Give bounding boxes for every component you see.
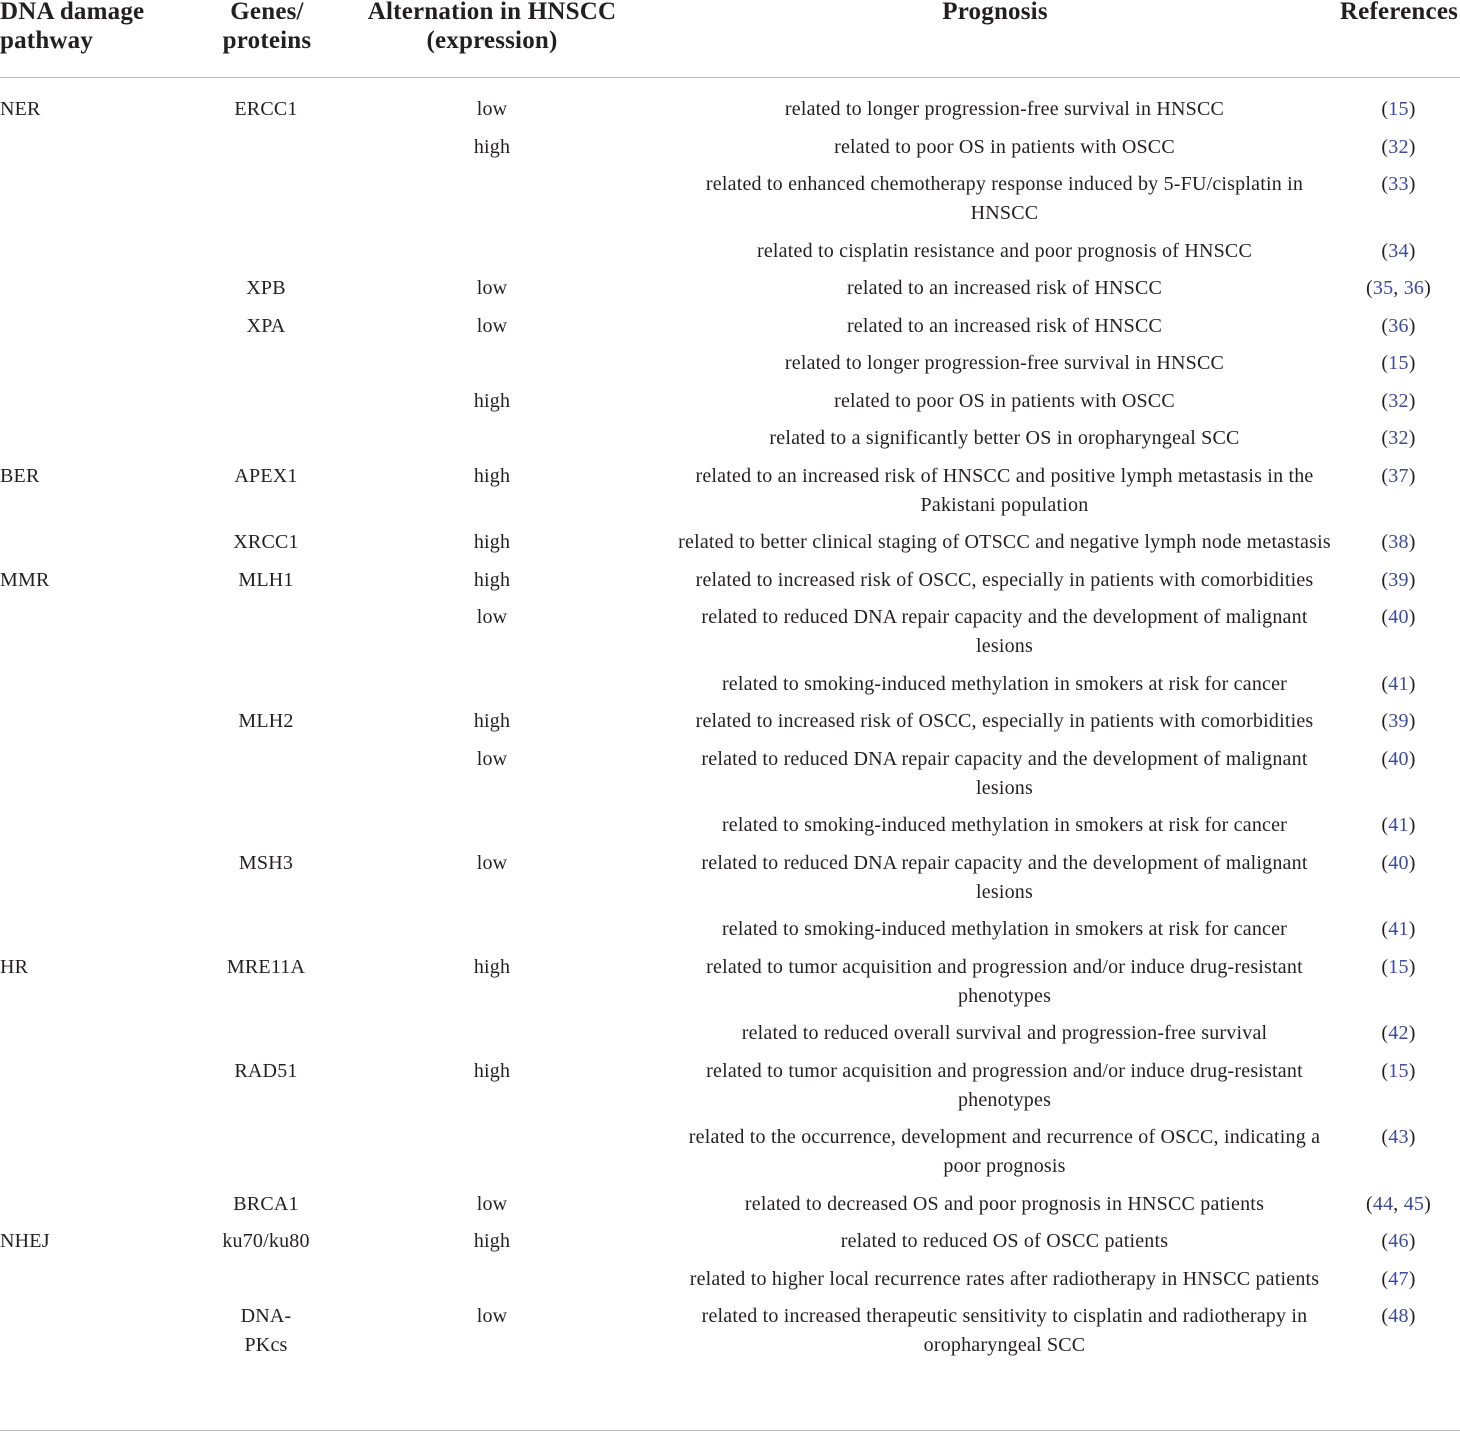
cell-alternation: low xyxy=(476,606,508,628)
table-row xyxy=(0,133,1460,162)
cell-alternation: low xyxy=(476,1305,508,1327)
cell-prognosis: related to smoking-induced methylation in smokers at risk for cancer xyxy=(721,918,1288,940)
reference-link[interactable]: 41 xyxy=(1388,672,1409,695)
cell-prognosis: related to cisplatin resistance and poor prognosis of HNSCC xyxy=(756,239,1253,262)
cell-prognosis: related to increased risk of OSCC, especially in patients with comorbidities xyxy=(695,710,1314,732)
reference-link[interactable]: 15 xyxy=(1388,955,1409,978)
reference-link[interactable]: 44 xyxy=(1372,1192,1394,1215)
reference-link[interactable]: 39 xyxy=(1388,568,1409,591)
reference-link[interactable]: 42 xyxy=(1388,1022,1409,1044)
reference-link[interactable]: 40 xyxy=(1388,747,1409,770)
table-row xyxy=(0,953,1460,1011)
cell-prognosis: related to enhanced chemotherapy response induced by 5-FU/cisplatin in HNSCC xyxy=(705,173,1304,224)
cell-references: (15) xyxy=(1381,98,1416,120)
cell-references: (41) xyxy=(1381,918,1416,940)
table-row xyxy=(0,170,1460,228)
cell-prognosis: related to an increased risk of HNSCC xyxy=(846,314,1163,337)
reference-link[interactable]: 39 xyxy=(1388,710,1409,732)
cell-alternation: high xyxy=(473,1059,511,1082)
cell-prognosis: related to an increased risk of HNSCC and positive lymph metastasis in the Pakistani population xyxy=(695,464,1314,516)
cell-references: (34) xyxy=(1381,239,1416,262)
reference-link[interactable]: 48 xyxy=(1388,1305,1409,1327)
cell-references: (32) xyxy=(1381,135,1416,158)
table-row xyxy=(0,670,1460,699)
table-row xyxy=(0,312,1460,341)
reference-link[interactable]: 33 xyxy=(1388,173,1409,195)
table-row xyxy=(0,1265,1460,1294)
reference-link[interactable]: 38 xyxy=(1388,531,1409,553)
cell-prognosis: related to better clinical staging of OTSCC and negative lymph node metastasis xyxy=(678,531,1331,553)
table-row xyxy=(0,349,1460,378)
cell-alternation: low xyxy=(476,1192,508,1215)
cell-references: (41) xyxy=(1381,672,1416,695)
table-body xyxy=(0,78,1460,1360)
cell-alternation: high xyxy=(473,464,511,487)
cell-references: (40) xyxy=(1381,606,1416,628)
reference-link[interactable]: 15 xyxy=(1388,1059,1409,1082)
table-row xyxy=(0,745,1460,803)
cell-alternation: high xyxy=(473,955,511,978)
table-row xyxy=(0,1123,1460,1181)
cell-references: (32) xyxy=(1381,427,1416,449)
table-row xyxy=(0,462,1460,520)
cell-gene: RAD51 xyxy=(234,1059,298,1082)
cell-references: (32) xyxy=(1381,389,1416,412)
reference-link[interactable]: 32 xyxy=(1388,135,1409,158)
cell-alternation: high xyxy=(473,135,511,158)
cell-prognosis: related to tumor acquisition and progression and/or induce drug-resistant phenotypes xyxy=(706,955,1303,1007)
reference-link[interactable]: 35 xyxy=(1372,277,1394,299)
cell-prognosis: related to reduced OS of OSCC patients xyxy=(840,1230,1169,1252)
cell-gene: MRE11A xyxy=(226,955,306,978)
table-row xyxy=(0,424,1460,453)
table-row xyxy=(0,237,1460,266)
cell-references: (37) xyxy=(1381,464,1416,487)
cell-prognosis: related to a significantly better OS in oropharyngeal SCC xyxy=(769,427,1240,449)
cell-pathway: HR xyxy=(0,955,29,978)
header-prognosis: Prognosis xyxy=(942,0,1048,25)
cell-gene: MLH1 xyxy=(238,568,294,591)
cell-references: (40) xyxy=(1381,851,1416,874)
reference-link[interactable]: 41 xyxy=(1388,918,1409,940)
cell-gene: ERCC1 xyxy=(234,98,298,120)
cell-gene: DNA-PKcs xyxy=(240,1305,292,1356)
table-row xyxy=(0,1227,1460,1256)
cell-references: (36) xyxy=(1381,314,1416,337)
table-row xyxy=(0,274,1460,303)
table-row xyxy=(0,707,1460,736)
cell-prognosis: related to higher local recurrence rates after radiotherapy in HNSCC patients xyxy=(689,1267,1320,1290)
table-row xyxy=(0,387,1460,416)
cell-gene: APEX1 xyxy=(234,464,298,487)
reference-link[interactable]: 36 xyxy=(1403,277,1425,299)
cell-prognosis: related to increased therapeutic sensitivity to cisplatin and radiotherapy in oropharyngeal SCC xyxy=(701,1305,1308,1356)
reference-link[interactable]: 47 xyxy=(1388,1267,1409,1290)
cell-references: (33) xyxy=(1381,173,1416,195)
table-row xyxy=(0,603,1460,661)
cell-prognosis: related to an increased risk of HNSCC xyxy=(846,277,1163,299)
cell-prognosis: related to smoking-induced methylation in smokers at risk for cancer xyxy=(721,672,1288,695)
cell-references: (35, 36) xyxy=(1366,277,1431,299)
cell-gene: XPA xyxy=(246,314,286,337)
cell-prognosis: related to decreased OS and poor prognosis in HNSCC patients xyxy=(744,1192,1265,1215)
cell-references: (41) xyxy=(1381,814,1416,836)
cell-references: (40) xyxy=(1381,747,1416,770)
cell-alternation: low xyxy=(476,277,508,299)
cell-prognosis: related to reduced DNA repair capacity and the development of malignant lesions xyxy=(701,747,1308,799)
header-pathway: DNA damage pathway xyxy=(0,0,145,54)
cell-alternation: low xyxy=(476,314,508,337)
table-row xyxy=(0,1190,1460,1219)
table-row xyxy=(0,849,1460,907)
cell-prognosis: related to poor OS in patients with OSCC xyxy=(834,389,1175,412)
cell-references: (42) xyxy=(1381,1022,1416,1044)
cell-prognosis: related to longer progression-free survival in HNSCC xyxy=(784,98,1225,120)
reference-link[interactable]: 37 xyxy=(1388,464,1409,487)
table-row xyxy=(0,1302,1460,1360)
reference-link[interactable]: 32 xyxy=(1388,427,1409,449)
reference-link[interactable]: 15 xyxy=(1388,352,1409,374)
cell-gene: ku70/ku80 xyxy=(222,1230,310,1252)
cell-references: (47) xyxy=(1381,1267,1416,1290)
cell-gene: MSH3 xyxy=(238,851,294,874)
reference-link[interactable]: 43 xyxy=(1388,1126,1409,1148)
cell-references: (38) xyxy=(1381,531,1416,553)
cell-prognosis: related to longer progression-free survival in HNSCC xyxy=(784,352,1225,374)
cell-references: (15) xyxy=(1381,352,1416,374)
cell-gene: XPB xyxy=(246,277,286,299)
table-row xyxy=(0,95,1460,124)
cell-alternation: low xyxy=(476,851,508,874)
table-row xyxy=(0,915,1460,944)
reference-link[interactable]: 40 xyxy=(1388,606,1409,628)
cell-references: (43) xyxy=(1381,1126,1416,1148)
cell-alternation: high xyxy=(473,710,511,732)
cell-references: (39) xyxy=(1381,710,1416,732)
cell-pathway: NHEJ xyxy=(0,1230,50,1252)
reference-link[interactable]: 45 xyxy=(1403,1192,1425,1215)
cell-alternation: high xyxy=(473,568,511,591)
cell-references: (39) xyxy=(1381,568,1416,591)
reference-link[interactable]: 40 xyxy=(1388,851,1409,874)
table-row xyxy=(0,1057,1460,1115)
cell-references: (44, 45) xyxy=(1366,1192,1431,1215)
header-alternation: Alternation in HNSCC (expression) xyxy=(367,0,617,54)
table-row xyxy=(0,528,1460,557)
cell-pathway: BER xyxy=(0,464,40,487)
table-row xyxy=(0,566,1460,595)
header-genes: Genes/ proteins xyxy=(222,0,312,54)
cell-pathway: NER xyxy=(0,98,41,120)
cell-references: (15) xyxy=(1381,1059,1416,1082)
table-row xyxy=(0,1019,1460,1048)
cell-pathway: MMR xyxy=(0,568,50,591)
cell-alternation: low xyxy=(476,747,508,770)
cell-prognosis: related to reduced DNA repair capacity and the development of malignant lesions xyxy=(701,851,1308,903)
cell-alternation: high xyxy=(473,1230,511,1252)
cell-references: (48) xyxy=(1381,1305,1416,1327)
header-references: References xyxy=(1339,0,1459,25)
cell-alternation: high xyxy=(473,389,511,412)
cell-gene: XRCC1 xyxy=(233,531,299,553)
table-row xyxy=(0,811,1460,840)
cell-prognosis: related to reduced overall survival and progression-free survival xyxy=(741,1022,1268,1044)
cell-alternation: high xyxy=(473,531,511,553)
reference-link[interactable]: 34 xyxy=(1388,239,1409,262)
cell-prognosis: related to tumor acquisition and progression and/or induce drug-resistant phenotypes xyxy=(706,1059,1303,1111)
reference-link[interactable]: 46 xyxy=(1388,1230,1409,1252)
cell-prognosis: related to smoking-induced methylation in smokers at risk for cancer xyxy=(721,814,1288,836)
cell-references: (15) xyxy=(1381,955,1416,978)
cell-references: (46) xyxy=(1381,1230,1416,1252)
cell-alternation: low xyxy=(476,98,508,120)
reference-link[interactable]: 15 xyxy=(1388,98,1409,120)
table-header xyxy=(0,0,1460,78)
cell-prognosis: related to poor OS in patients with OSCC xyxy=(834,135,1175,158)
reference-link[interactable]: 41 xyxy=(1388,814,1409,836)
cell-gene: BRCA1 xyxy=(233,1192,299,1215)
cell-prognosis: related to increased risk of OSCC, especially in patients with comorbidities xyxy=(695,568,1314,591)
bottom-rule xyxy=(0,1430,1460,1431)
cell-prognosis: related to the occurrence, development and recurrence of OSCC, indicating a poor prognosis xyxy=(688,1126,1321,1177)
cell-prognosis: related to reduced DNA repair capacity and the development of malignant lesions xyxy=(701,606,1308,657)
cell-gene: MLH2 xyxy=(238,710,294,732)
reference-link[interactable]: 32 xyxy=(1388,389,1409,412)
reference-link[interactable]: 36 xyxy=(1388,314,1409,337)
